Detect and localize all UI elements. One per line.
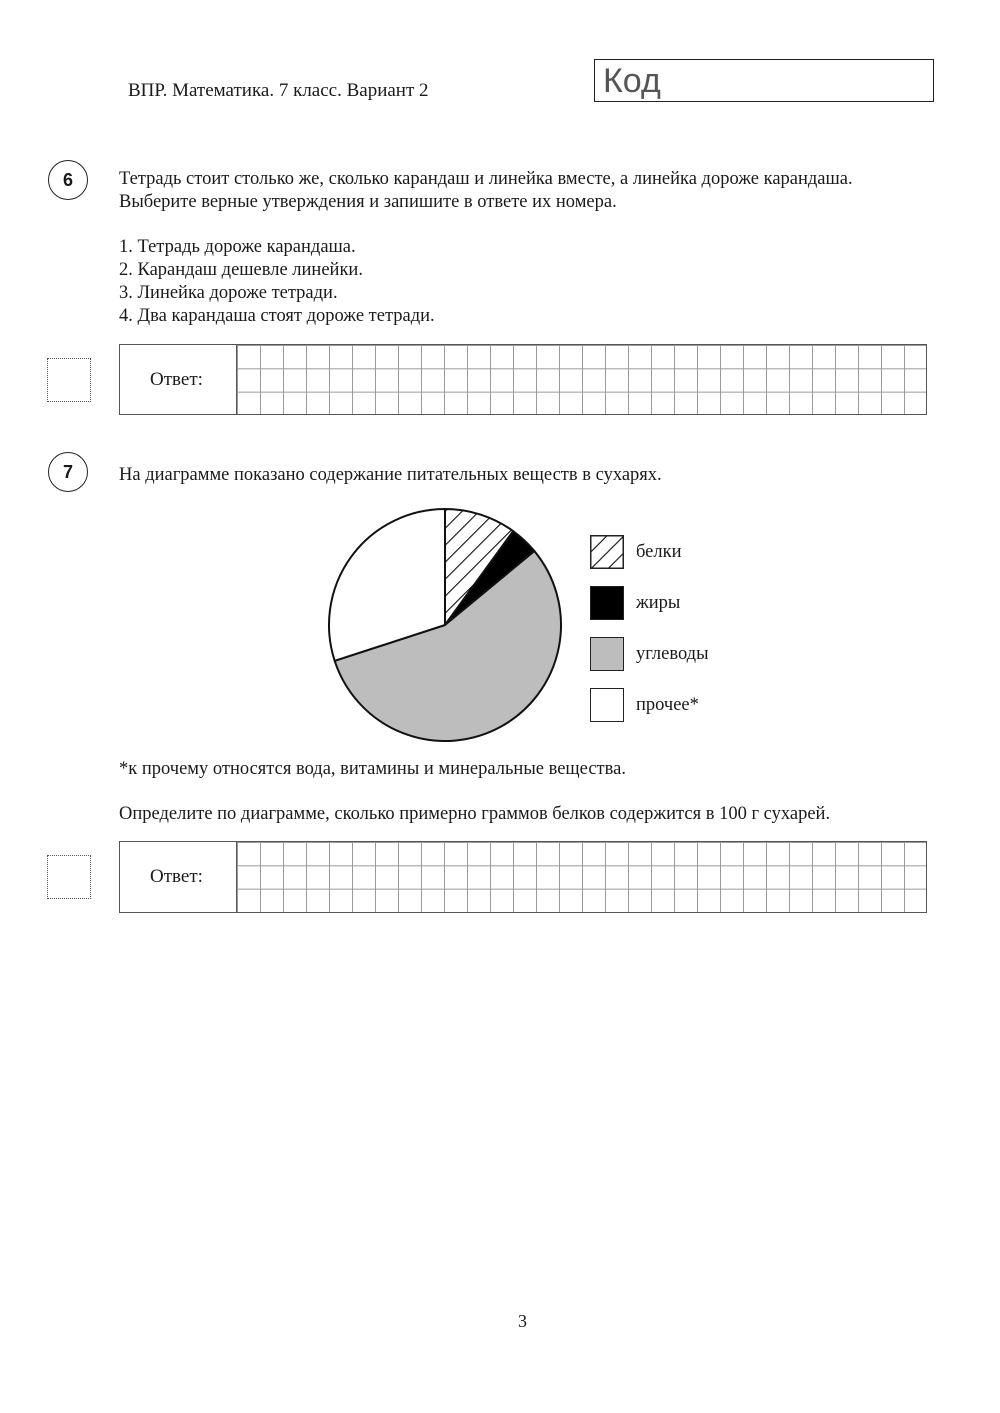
task7-answer-grid[interactable] xyxy=(237,842,926,912)
legend-item-protein xyxy=(590,535,682,569)
legend-swatch-other xyxy=(590,688,624,722)
legend-label-fat: жиры xyxy=(636,592,681,613)
header-title: ВПР. Математика. 7 класс. Вариант 2 xyxy=(128,80,429,101)
task7-number: 7 xyxy=(48,452,88,492)
task6-options xyxy=(119,236,435,328)
task7-prompt: На диаграмме показано содержание питательных веществ в сухарях. xyxy=(119,465,662,485)
task7-answer-field[interactable] xyxy=(119,841,927,913)
task6-answer-label: Ответ: xyxy=(120,345,237,414)
legend-item-other xyxy=(590,688,699,722)
legend-label-protein: белки xyxy=(636,541,682,562)
task6-line2: Выберите верные утверждения и запишите в ответе их номера. xyxy=(119,192,617,212)
task6-answer-field[interactable] xyxy=(119,344,927,415)
task6-score-box[interactable] xyxy=(47,358,91,402)
code-box[interactable] xyxy=(594,59,934,102)
task6-line1: Тетрадь стоит столько же, сколько карандаш и линейка вместе, а линейка дороже карандаша. xyxy=(119,169,853,189)
task7-footnote: *к прочему относятся вода, витамины и минеральные вещества. xyxy=(119,759,626,779)
legend-label-carbs: углеводы xyxy=(636,643,709,664)
task6-answer-grid[interactable] xyxy=(237,345,926,414)
legend-item-carbs xyxy=(590,637,709,671)
task6-option-3: 3. Линейка дороже тетради. xyxy=(119,283,338,303)
legend-swatch-protein xyxy=(590,535,624,569)
legend-item-fat xyxy=(590,586,680,620)
task7-answer-label: Ответ: xyxy=(120,842,237,912)
task6-option-2: 2. Карандаш дешевле линейки. xyxy=(119,260,363,280)
legend-swatch-fat xyxy=(590,586,624,620)
task6-number: 6 xyxy=(48,160,88,200)
task6-statement xyxy=(119,168,853,214)
legend-swatch-carbs xyxy=(590,637,624,671)
legend-label-other: прочее* xyxy=(636,694,699,715)
task6-option-1: 1. Тетрадь дороже карандаша. xyxy=(119,237,356,257)
nutrient-pie-chart xyxy=(320,500,570,750)
task7-question: Определите по диаграмме, сколько примерно граммов белков содержится в 100 г сухарей. xyxy=(119,804,831,824)
task7-score-box[interactable] xyxy=(47,855,91,899)
task6-option-4: 4. Два карандаша стоят дороже тетради. xyxy=(119,306,435,326)
page-number: 3 xyxy=(518,1311,527,1331)
code-label: Код xyxy=(603,62,661,100)
